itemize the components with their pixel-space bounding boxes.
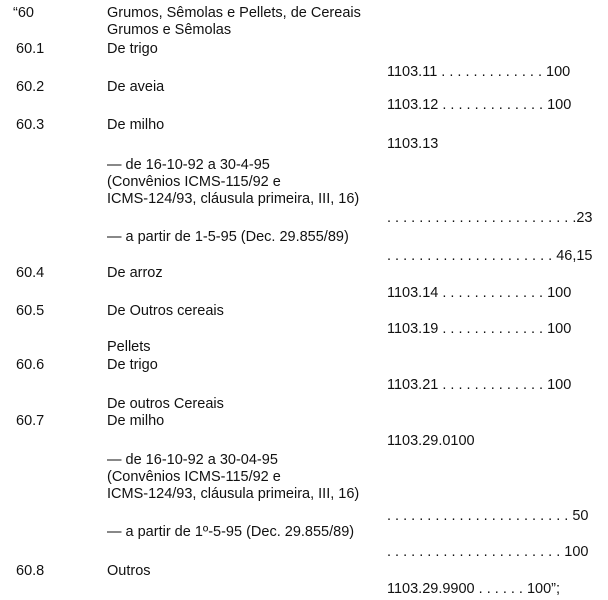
period-value-60-3-2: . . . . . . . . . . . . . . . . . . . . . 46,15 bbox=[387, 248, 593, 264]
item-ncm-60-8: 1103.29.9900 . . . . . . 100”; bbox=[387, 581, 561, 597]
item-ncm-60-6: 1103.21 . . . . . . . . . . . . . 100 bbox=[387, 377, 572, 393]
period-line-60-3-3: ICMS-124/93, cláusula primeira, III, 16) bbox=[107, 191, 360, 207]
item-desc-60-5: De Outros cereais bbox=[107, 303, 224, 319]
period-line-60-7-2: (Convênios ICMS-115/92 e bbox=[107, 469, 281, 485]
item-desc-60-1: De trigo bbox=[107, 41, 158, 57]
period-line-60-3-2: (Convênios ICMS-115/92 e bbox=[107, 174, 281, 190]
item-code-60-3: 60.3 bbox=[16, 117, 45, 133]
item-ncm-60-4: 1103.14 . . . . . . . . . . . . . 100 bbox=[387, 285, 572, 301]
item-ncm-60-2: 1103.12 . . . . . . . . . . . . . 100 bbox=[387, 97, 572, 113]
item-other-desc-60-6: De outros Cereais bbox=[107, 396, 224, 412]
period-line-60-7-3: ICMS-124/93, cláusula primeira, III, 16) bbox=[107, 486, 360, 502]
item-desc-60-7: De milho bbox=[107, 413, 165, 429]
item-code-60-8: 60.8 bbox=[16, 563, 45, 579]
item-code-60-7: 60.7 bbox=[16, 413, 45, 429]
item-ncm-60-5: 1103.19 . . . . . . . . . . . . . 100 bbox=[387, 321, 572, 337]
period-value-60-7-1: . . . . . . . . . . . . . . . . . . . . . . . 50 bbox=[387, 508, 589, 524]
period-line-60-3-4: — a partir de 1-5-95 (Dec. 29.855/89) bbox=[107, 229, 349, 245]
item-desc-60-3: De milho bbox=[107, 117, 165, 133]
period-value-60-7-2: . . . . . . . . . . . . . . . . . . . . . . 100 bbox=[387, 544, 589, 560]
item-ncm-60-7: 1103.29.0100 bbox=[387, 433, 475, 449]
period-value-60-3-1: . . . . . . . . . . . . . . . . . . . . . . . .23 bbox=[387, 210, 593, 226]
item-code-60-6: 60.6 bbox=[16, 357, 45, 373]
section-title: Grumos, Sêmolas e Pellets, de Cereais bbox=[107, 5, 361, 21]
period-line-60-3-1: — de 16-10-92 a 30-4-95 bbox=[107, 157, 270, 173]
item-code-60-2: 60.2 bbox=[16, 79, 45, 95]
item-desc-60-6: De trigo bbox=[107, 357, 158, 373]
item-ncm-60-1: 1103.11 . . . . . . . . . . . . . 100 bbox=[387, 64, 571, 80]
section-code: “60 bbox=[13, 5, 34, 21]
item-code-60-1: 60.1 bbox=[16, 41, 45, 57]
item-desc-60-4: De arroz bbox=[107, 265, 163, 281]
period-line-60-7-4: — a partir de 1º-5-95 (Dec. 29.855/89) bbox=[107, 524, 355, 540]
item-desc-60-8: Outros bbox=[107, 563, 151, 579]
item-desc-60-2: De aveia bbox=[107, 79, 165, 95]
item-code-60-4: 60.4 bbox=[16, 265, 45, 281]
pellets-heading: Pellets bbox=[107, 339, 151, 355]
item-ncm-60-3: 1103.13 bbox=[387, 136, 439, 152]
subsection-title: Grumos e Sêmolas bbox=[107, 22, 232, 38]
item-code-60-5: 60.5 bbox=[16, 303, 45, 319]
period-line-60-7-1: — de 16-10-92 a 30-04-95 bbox=[107, 452, 278, 468]
